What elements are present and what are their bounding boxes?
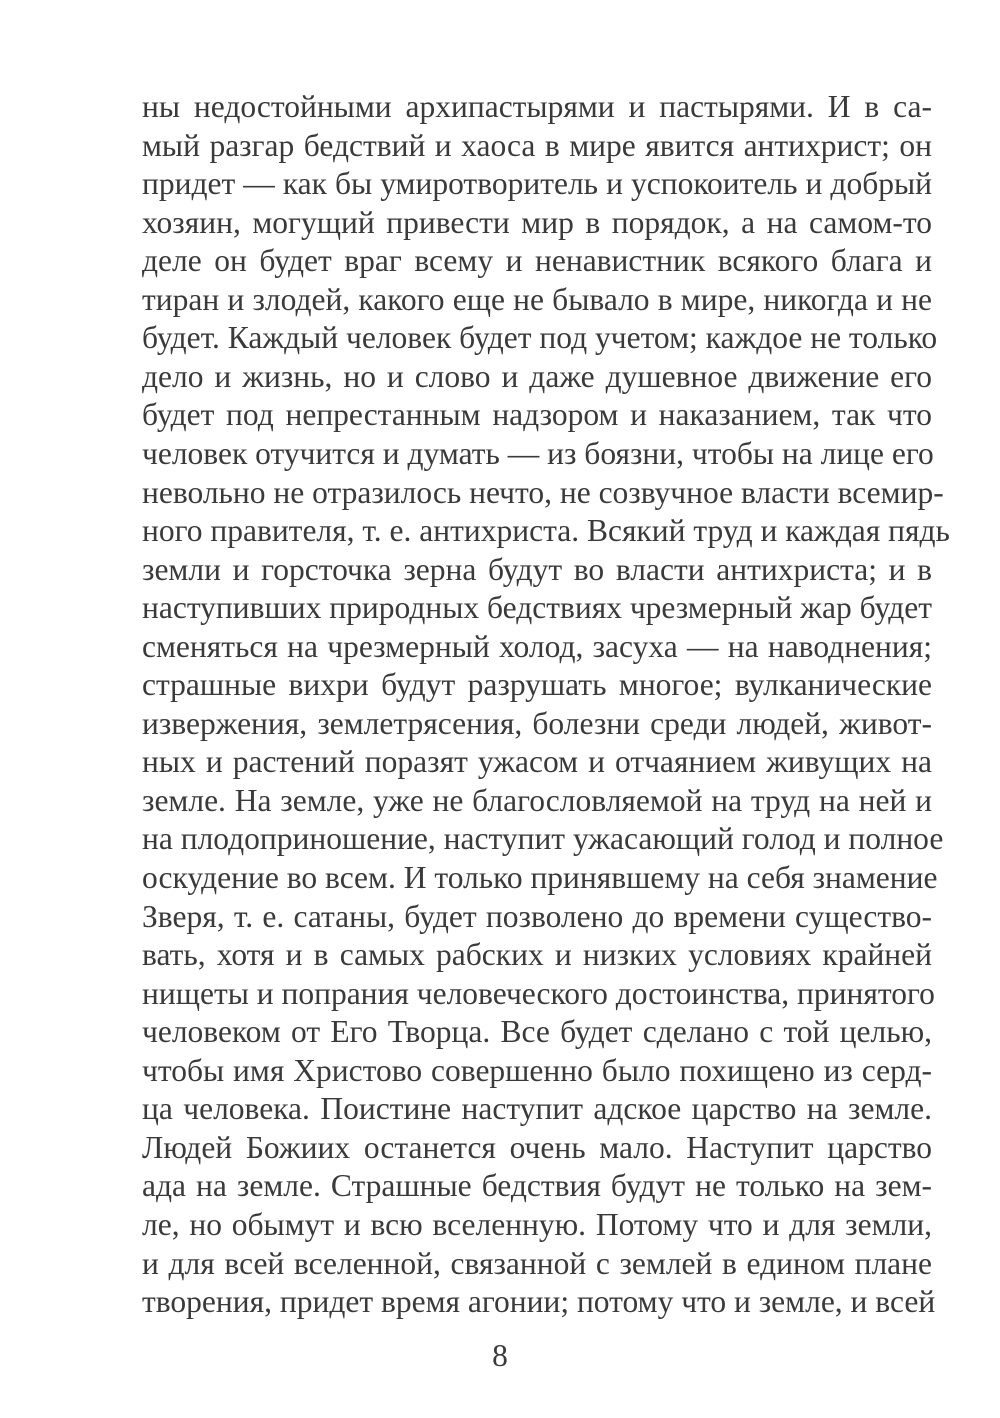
- text-line: наступивших природных бедствиях чрезмерный жар будет: [142, 590, 932, 626]
- page-number: 8: [492, 1338, 508, 1373]
- text-line: земле. На земле, уже не благословляемой на труд на ней и: [142, 782, 932, 818]
- text-line: ны недостойными архипастырями и пастырями. И в са-: [142, 89, 932, 124]
- text-line: человеком от Его Творца. Все будет сделано с той целью,: [142, 1014, 932, 1050]
- text-line: ца человека. Поистине наступит адское царство на земле.: [142, 1091, 932, 1127]
- text-line: нищеты и попрания человеческого достоинства, принятого: [142, 975, 935, 1011]
- text-line: Людей Божиих останется очень мало. Наступит царство: [142, 1129, 932, 1165]
- text-line: на плодоприношение, наступит ужасающий голод и полное: [142, 821, 944, 857]
- text-line: ле, но обымут и всю вселенную. Потому что и для земли,: [142, 1206, 932, 1242]
- text-line: дело и жизнь, но и слово и даже душевное движение его: [142, 358, 932, 394]
- text-line: тиран и злодей, какого еще не бывало в мире, никогда и не: [142, 281, 932, 317]
- text-line: ада на земле. Страшные бедствия будут не только на зем-: [142, 1168, 932, 1204]
- text-line: Зверя, т. е. сатаны, будет позволено до времени существо-: [142, 898, 932, 934]
- text-line: ного правителя, т. е. антихриста. Всякий труд и каждая пядь: [142, 513, 950, 549]
- text-line: мый разгар бедствий и хаоса в мире явится антихрист; он: [142, 127, 932, 163]
- text-line: вать, хотя и в самых рабских и низких условиях крайней: [142, 937, 932, 973]
- text-line: хозяин, могущий привести мир в порядок, а на самом-то: [142, 204, 932, 240]
- text-line: чтобы имя Христово совершенно было похищено из серд-: [142, 1052, 932, 1088]
- text-line: страшные вихри будут разрушать многое; вулканические: [142, 667, 932, 703]
- text-line: ных и растений поразят ужасом и отчаянием живущих на: [142, 744, 932, 780]
- text-line: деле он будет враг всему и ненавистник всякого блага и: [142, 243, 932, 279]
- text-line: и для всей вселенной, связанной с землей в едином плане: [142, 1245, 932, 1281]
- text-line: сменяться на чрезмерный холод, засуха — на наводнения;: [142, 628, 932, 664]
- text-line: человек отучится и думать — из боязни, чтобы на лице его: [142, 435, 934, 471]
- text-line: извержения, землетрясения, болезни среди людей, живот-: [142, 705, 932, 741]
- text-line: невольно не отразилось нечто, не созвучное власти всемир-: [142, 474, 944, 510]
- text-line: земли и горсточка зерна будут во власти антихриста; и в: [142, 551, 932, 587]
- text-line: придет — как бы умиротворитель и успокоитель и добрый: [142, 166, 932, 202]
- text-line: творения, придет время агонии; потому что и земле, и всей: [142, 1284, 936, 1320]
- text-line: оскудение во всем. И только принявшему на себя знамение: [142, 860, 938, 895]
- text-line: будет. Каждый человек будет под учетом; каждое не только: [142, 320, 938, 356]
- text-line: будет под непрестанным надзором и наказанием, так что: [142, 397, 932, 433]
